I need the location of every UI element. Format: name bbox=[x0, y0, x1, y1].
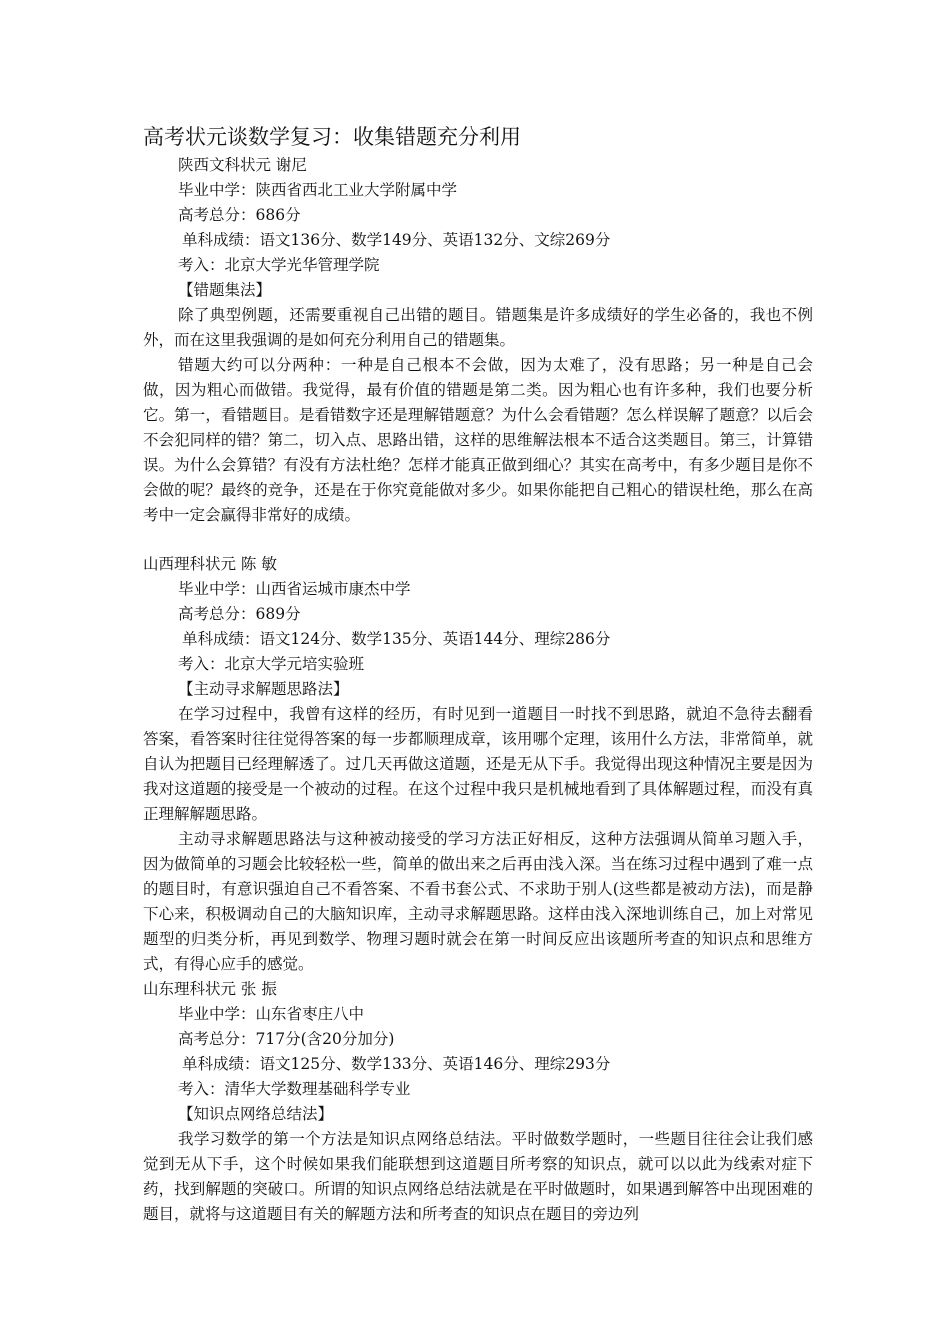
paragraph: 我学习数学的第一个方法是知识点网络总结法。平时做数学题时，一些题目往往会让我们感觉到无从下手，这个时候如果我们能联想到这道题目所考察的知识点，就可以以此为线索对症下药，找到解题的突破口。所谓的知识点网络总结法就是在平时做题时，如果遇到解答中出现困难的题目，就将与这道题目有关的解题方法和所考查的知识点在题目的旁边列 bbox=[143, 1130, 813, 1223]
student-total-score: 高考总分：717分(含20分加分) bbox=[178, 1030, 395, 1048]
student-total-score: 高考总分：689分 bbox=[178, 605, 301, 623]
document-title: 高考状元谈数学复习：收集错题充分利用 bbox=[143, 125, 521, 149]
section-gap bbox=[143, 528, 813, 552]
student-admitted: 考入：北京大学光华管理学院 bbox=[178, 256, 380, 274]
section-shaanxi bbox=[143, 153, 813, 528]
student-admitted: 考入：清华大学数理基础科学专业 bbox=[178, 1080, 411, 1098]
student-school: 毕业中学：陕西省西北工业大学附属中学 bbox=[178, 181, 458, 199]
section-shanxi bbox=[143, 552, 813, 977]
paragraph: 主动寻求解题思路法与这种被动接受的学习方法正好相反，这种方法强调从简单习题入手，因为做简单的习题会比较轻松一些，简单的做出来之后再由浅入深。当在练习过程中遇到了难一点的题目时，有意识强迫自己不看答案、不看书套公式、不求助于别人(这些都是被动方法)，而是静下心来，积极调动自己的大脑知识库，主动寻求解题思路。这样由浅入深地训练自己，加上对常见题型的归类分析，再见到数学、物理习题时就会在第一时间反应出该题所考查的知识点和思维方式，有得心应手的感觉。 bbox=[143, 830, 813, 973]
method-heading: 【知识点网络总结法】 bbox=[178, 1105, 334, 1123]
student-name: 陕西文科状元 谢尼 bbox=[178, 156, 307, 174]
student-subject-scores: 单科成绩：语文125分、数学133分、英语146分、理综293分 bbox=[182, 1055, 611, 1073]
student-total-score: 高考总分：686分 bbox=[178, 206, 301, 224]
student-admitted: 考入：北京大学元培实验班 bbox=[178, 655, 365, 673]
student-school: 毕业中学：山东省枣庄八中 bbox=[178, 1005, 365, 1023]
paragraph: 除了典型例题，还需要重视自己出错的题目。错题集是许多成绩好的学生必备的，我也不例外，而在这里我强调的是如何充分利用自己的错题集。 bbox=[143, 306, 813, 349]
section-shandong bbox=[143, 977, 813, 1227]
student-subject-scores: 单科成绩：语文136分、数学149分、英语132分、文综269分 bbox=[182, 231, 611, 249]
method-heading: 【主动寻求解题思路法】 bbox=[178, 680, 349, 698]
paragraph: 错题大约可以分两种：一种是自己根本不会做，因为太难了，没有思路；另一种是自己会做，因为粗心而做错。我觉得，最有价值的错题是第二类。因为粗心也有许多种，我们也要分析它。第一，看错题目。是看错数字还是理解错题意？为什么会看错题？怎么样误解了题意？以后会不会犯同样的错？第二，切入点、思路出错，这样的思维解法根本不适合这类题目。第三，计算错误。为什么会算错？有没有方法杜绝？怎样才能真正做到细心？其实在高考中，有多少题目是你不会做的呢？最终的竞争，还是在于你究竟能做对多少。如果你能把自己粗心的错误杜绝，那么在高考中一定会赢得非常好的成绩。 bbox=[143, 356, 813, 524]
student-name: 山东理科状元 张 振 bbox=[143, 980, 277, 998]
student-subject-scores: 单科成绩：语文124分、数学135分、英语144分、理综286分 bbox=[182, 630, 611, 648]
paragraph: 在学习过程中，我曾有这样的经历，有时见到一道题目一时找不到思路，就迫不急待去翻看答案，看答案时往往觉得答案的每一步都顺理成章，该用哪个定理，该用什么方法，非常简单，就自认为把题目已经理解透了。过几天再做这道题，还是无从下手。我觉得出现这种情况主要是因为我对这道题的接受是一个被动的过程。在这个过程中我只是机械地看到了具体解题过程，而没有真正理解解题思路。 bbox=[143, 705, 813, 823]
student-name: 山西理科状元 陈 敏 bbox=[143, 555, 277, 573]
method-heading: 【错题集法】 bbox=[178, 281, 272, 299]
student-school: 毕业中学：山西省运城市康杰中学 bbox=[178, 580, 411, 598]
document-content bbox=[143, 123, 813, 1227]
